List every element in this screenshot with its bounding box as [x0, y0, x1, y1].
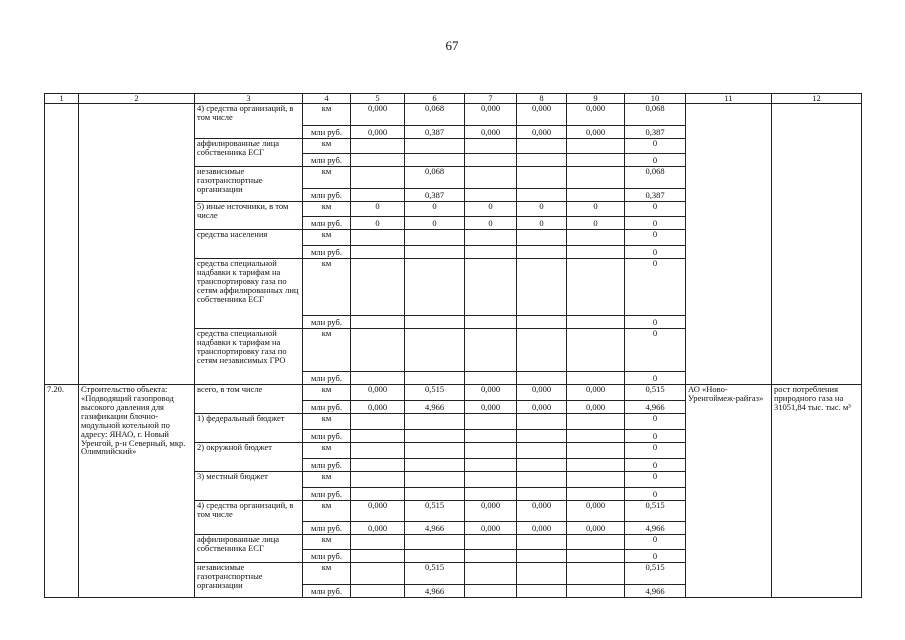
value-cell	[567, 488, 625, 501]
value-cell: 0,000	[351, 501, 405, 522]
value-cell: 0,387	[405, 189, 465, 202]
column-number: 7	[465, 94, 517, 104]
value-cell	[465, 167, 517, 189]
column-number: 1	[45, 94, 79, 104]
value-cell: 0	[625, 443, 686, 459]
value-cell	[405, 488, 465, 501]
value-cell	[567, 443, 625, 459]
value-cell: 0,000	[351, 385, 405, 401]
value-cell	[405, 414, 465, 430]
value-cell	[517, 259, 567, 316]
value-cell: 0,068	[625, 104, 686, 126]
value-cell	[351, 230, 405, 246]
unit-cell: млн руб.	[303, 550, 351, 563]
value-cell	[465, 189, 517, 202]
value-cell: 0	[625, 372, 686, 385]
column-number: 12	[772, 94, 862, 104]
unit-cell: км	[303, 563, 351, 585]
value-cell: 0,515	[625, 385, 686, 401]
value-cell: 0,000	[517, 501, 567, 522]
value-cell	[405, 259, 465, 316]
value-cell	[465, 443, 517, 459]
value-cell	[517, 329, 567, 372]
value-cell: 0,000	[517, 401, 567, 414]
value-cell	[351, 563, 405, 585]
value-cell	[465, 230, 517, 246]
value-cell	[567, 372, 625, 385]
value-cell	[517, 563, 567, 585]
value-cell: 0,515	[625, 563, 686, 585]
unit-cell: млн руб.	[303, 246, 351, 259]
object-name-cell: Строительство объекта: «Подводящий газопровод высокого давления для газификации блочно-модульной котельной по адресу: ЯНАО, г. Новый Уренгой, р-н Северный, мкр. Олимпийский»	[79, 385, 195, 598]
value-cell	[465, 488, 517, 501]
value-cell	[567, 316, 625, 329]
value-cell: 0	[405, 217, 465, 230]
value-cell	[465, 414, 517, 430]
value-cell	[351, 139, 405, 154]
value-cell	[567, 230, 625, 246]
funding-source-cell: независимые газотранспортные организации	[195, 167, 303, 202]
value-cell	[567, 246, 625, 259]
value-cell: 0,000	[517, 522, 567, 535]
funding-source-cell: 4) средства организаций, в том числе	[195, 501, 303, 535]
funding-source-cell: 2) окружной бюджет	[195, 443, 303, 472]
value-cell: 0	[567, 217, 625, 230]
value-cell	[351, 316, 405, 329]
value-cell	[517, 154, 567, 167]
value-cell	[351, 459, 405, 472]
funding-source-cell: аффилированные лица собственника ЕСГ	[195, 535, 303, 563]
value-cell	[517, 443, 567, 459]
unit-cell: млн руб.	[303, 217, 351, 230]
value-cell: 0,515	[405, 501, 465, 522]
value-cell: 0,000	[465, 401, 517, 414]
unit-cell: млн руб.	[303, 316, 351, 329]
column-number: 10	[625, 94, 686, 104]
value-cell	[465, 316, 517, 329]
value-cell	[517, 372, 567, 385]
value-cell: 0,000	[517, 126, 567, 139]
value-cell	[405, 139, 465, 154]
value-cell	[465, 246, 517, 259]
value-cell	[567, 472, 625, 488]
value-cell	[567, 167, 625, 189]
value-cell	[567, 329, 625, 372]
value-cell	[465, 459, 517, 472]
investment-table	[44, 93, 862, 598]
value-cell: 0,068	[405, 167, 465, 189]
value-cell	[465, 430, 517, 443]
value-cell	[567, 430, 625, 443]
value-cell	[567, 154, 625, 167]
value-cell	[517, 167, 567, 189]
column-number: 8	[517, 94, 567, 104]
value-cell	[351, 259, 405, 316]
value-cell	[405, 459, 465, 472]
value-cell	[405, 329, 465, 372]
value-cell	[351, 167, 405, 189]
expected-result-cell: рост потребления природного газа на 31051,84 тыс. тыс. м³	[772, 385, 862, 598]
value-cell	[405, 472, 465, 488]
value-cell	[517, 246, 567, 259]
column-number: 6	[405, 94, 465, 104]
value-cell	[351, 154, 405, 167]
value-cell	[567, 139, 625, 154]
value-cell: 4,966	[405, 401, 465, 414]
unit-cell: км	[303, 167, 351, 189]
value-cell: 0,000	[567, 385, 625, 401]
value-cell: 0	[625, 430, 686, 443]
value-cell	[465, 329, 517, 372]
value-cell	[517, 414, 567, 430]
value-cell: 0,000	[465, 522, 517, 535]
value-cell: 4,966	[625, 585, 686, 598]
value-cell	[351, 443, 405, 459]
unit-cell: млн руб.	[303, 430, 351, 443]
table-row	[45, 104, 862, 126]
value-cell	[465, 535, 517, 550]
value-cell: 0,000	[465, 501, 517, 522]
value-cell	[405, 430, 465, 443]
value-cell: 0	[625, 259, 686, 316]
column-number: 5	[351, 94, 405, 104]
value-cell: 0	[625, 535, 686, 550]
value-cell: 0	[625, 154, 686, 167]
value-cell: 0,387	[405, 126, 465, 139]
value-cell: 0,068	[405, 104, 465, 126]
value-cell: 0,000	[567, 501, 625, 522]
unit-cell: км	[303, 139, 351, 154]
funding-source-cell: 3) местный бюджет	[195, 472, 303, 501]
funding-source-cell: средства населения	[195, 230, 303, 259]
value-cell: 0	[351, 202, 405, 217]
value-cell: 0,000	[465, 385, 517, 401]
value-cell	[567, 414, 625, 430]
value-cell	[405, 443, 465, 459]
unit-cell: км	[303, 230, 351, 246]
funding-source-cell: 1) федеральный бюджет	[195, 414, 303, 443]
value-cell: 0,000	[567, 522, 625, 535]
value-cell: 0,387	[625, 189, 686, 202]
funding-source-cell: средства специальной надбавки к тарифам на транспортировку газа по сетям независимых ГРО	[195, 329, 303, 385]
value-cell	[405, 154, 465, 167]
value-cell	[567, 535, 625, 550]
value-cell: 0,000	[567, 104, 625, 126]
value-cell	[351, 550, 405, 563]
column-number: 3	[195, 94, 303, 104]
unit-cell: млн руб.	[303, 372, 351, 385]
object-name-cell	[79, 104, 195, 385]
value-cell	[517, 189, 567, 202]
value-cell	[517, 585, 567, 598]
unit-cell: км	[303, 329, 351, 372]
value-cell: 0,515	[405, 385, 465, 401]
value-cell	[351, 189, 405, 202]
unit-cell: км	[303, 443, 351, 459]
value-cell	[567, 550, 625, 563]
value-cell	[351, 472, 405, 488]
value-cell	[465, 550, 517, 563]
value-cell	[517, 139, 567, 154]
value-cell: 0,000	[351, 104, 405, 126]
column-number: 9	[567, 94, 625, 104]
value-cell	[405, 230, 465, 246]
unit-cell: км	[303, 535, 351, 550]
funding-source-cell: 4) средства организаций, в том числе	[195, 104, 303, 139]
funding-source-cell: аффилированные лица собственника ЕСГ	[195, 139, 303, 167]
value-cell	[405, 246, 465, 259]
value-cell	[465, 259, 517, 316]
value-cell	[351, 246, 405, 259]
value-cell: 0	[625, 550, 686, 563]
unit-cell: млн руб.	[303, 522, 351, 535]
value-cell: 0	[405, 202, 465, 217]
value-cell	[567, 459, 625, 472]
value-cell: 0	[625, 230, 686, 246]
value-cell: 0	[625, 202, 686, 217]
funding-source-cell: всего, в том числе	[195, 385, 303, 414]
value-cell	[517, 230, 567, 246]
unit-cell: км	[303, 472, 351, 488]
value-cell: 0	[625, 472, 686, 488]
value-cell: 4,966	[405, 585, 465, 598]
page-number: 67	[445, 38, 459, 53]
value-cell: 0	[625, 488, 686, 501]
value-cell	[517, 430, 567, 443]
item-number-cell	[45, 104, 79, 385]
funding-source-cell: независимые газотранспортные организации	[195, 563, 303, 598]
unit-cell: км	[303, 414, 351, 430]
funding-source-cell: 5) иные источники, в том числе	[195, 202, 303, 230]
value-cell: 0	[465, 202, 517, 217]
value-cell: 0,515	[405, 563, 465, 585]
value-cell	[465, 472, 517, 488]
unit-cell: км	[303, 501, 351, 522]
value-cell: 0,000	[351, 401, 405, 414]
value-cell	[567, 563, 625, 585]
value-cell	[567, 189, 625, 202]
value-cell	[517, 472, 567, 488]
value-cell: 4,966	[625, 522, 686, 535]
value-cell	[351, 372, 405, 385]
value-cell	[465, 585, 517, 598]
value-cell: 0	[625, 246, 686, 259]
value-cell: 0,000	[465, 104, 517, 126]
unit-cell: км	[303, 259, 351, 316]
value-cell	[405, 535, 465, 550]
value-cell: 0	[465, 217, 517, 230]
value-cell: 0,387	[625, 126, 686, 139]
column-number-row	[45, 94, 862, 104]
value-cell: 0,000	[567, 401, 625, 414]
organization-cell	[686, 104, 772, 385]
value-cell: 0,068	[625, 167, 686, 189]
value-cell	[351, 430, 405, 443]
value-cell	[405, 550, 465, 563]
expected-result-cell	[772, 104, 862, 385]
value-cell	[351, 535, 405, 550]
unit-cell: км	[303, 385, 351, 401]
value-cell	[405, 316, 465, 329]
value-cell	[567, 585, 625, 598]
value-cell: 0	[625, 459, 686, 472]
value-cell	[351, 414, 405, 430]
value-cell: 0,000	[351, 522, 405, 535]
unit-cell: км	[303, 104, 351, 126]
value-cell: 0,000	[567, 126, 625, 139]
column-number: 2	[79, 94, 195, 104]
value-cell	[465, 372, 517, 385]
value-cell	[465, 154, 517, 167]
column-number: 4	[303, 94, 351, 104]
unit-cell: млн руб.	[303, 459, 351, 472]
value-cell	[351, 585, 405, 598]
value-cell	[567, 259, 625, 316]
value-cell: 0	[625, 414, 686, 430]
value-cell: 4,966	[405, 522, 465, 535]
item-number-cell: 7.20.	[45, 385, 79, 598]
value-cell: 4,966	[625, 401, 686, 414]
value-cell: 0,000	[517, 385, 567, 401]
value-cell	[517, 535, 567, 550]
column-number: 11	[686, 94, 772, 104]
organization-cell: АО «Ново-Уренгоймеж-райгаз»	[686, 385, 772, 598]
value-cell: 0,000	[351, 126, 405, 139]
value-cell	[465, 139, 517, 154]
value-cell	[465, 563, 517, 585]
value-cell: 0	[351, 217, 405, 230]
value-cell: 0	[625, 217, 686, 230]
value-cell	[517, 459, 567, 472]
value-cell: 0	[517, 202, 567, 217]
value-cell: 0	[625, 139, 686, 154]
unit-cell: млн руб.	[303, 488, 351, 501]
value-cell	[517, 550, 567, 563]
unit-cell: млн руб.	[303, 189, 351, 202]
value-cell: 0	[625, 329, 686, 372]
value-cell: 0	[517, 217, 567, 230]
value-cell	[351, 329, 405, 372]
value-cell	[517, 316, 567, 329]
value-cell: 0,000	[465, 126, 517, 139]
table-row	[45, 385, 862, 401]
value-cell: 0,515	[625, 501, 686, 522]
funding-source-cell: средства специальной надбавки к тарифам на транспортировку газа по сетям аффилированных лиц собственника ЕСГ	[195, 259, 303, 329]
unit-cell: км	[303, 202, 351, 217]
unit-cell: млн руб.	[303, 154, 351, 167]
table-body	[45, 104, 862, 598]
value-cell	[351, 488, 405, 501]
value-cell: 0	[625, 316, 686, 329]
unit-cell: млн руб.	[303, 585, 351, 598]
value-cell	[517, 488, 567, 501]
value-cell	[405, 372, 465, 385]
value-cell: 0	[567, 202, 625, 217]
unit-cell: млн руб.	[303, 401, 351, 414]
unit-cell: млн руб.	[303, 126, 351, 139]
value-cell: 0,000	[517, 104, 567, 126]
